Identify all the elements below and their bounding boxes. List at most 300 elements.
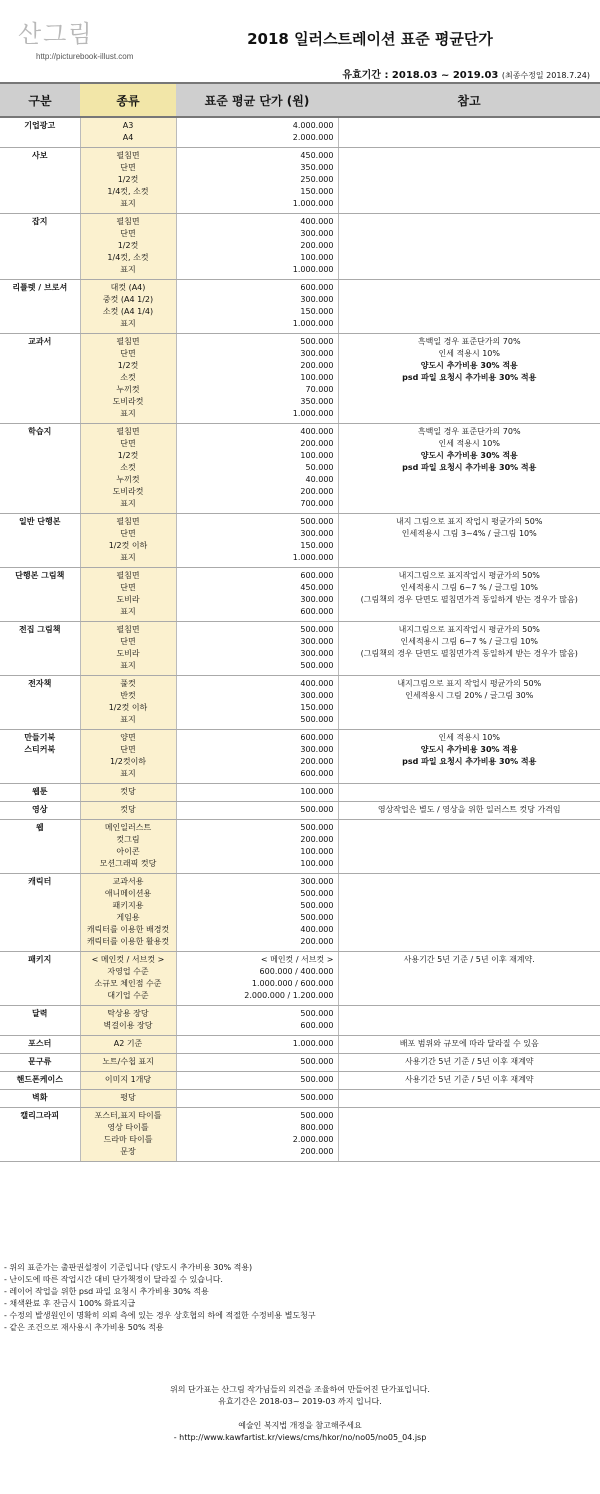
type-cell-line: 표지 [120,715,136,724]
category-cell: 핸드폰케이스 [0,1072,80,1090]
type-cell [80,874,176,952]
price-cell [176,1108,338,1162]
price-cell-line: 450.000 [300,583,334,592]
price-cell-line: 200.000 [300,361,334,370]
category-cell: 벽화 [0,1090,80,1108]
note-cell [338,676,600,730]
type-cell-line: 영상 타이틀 [107,1123,149,1132]
type-cell-line: 표지 [120,607,136,616]
type-cell-line: 벽걸이용 장당 [103,1021,153,1030]
table-header-row [0,83,600,117]
type-cell-line: 풀컷 [120,679,136,688]
type-cell-line: 반컷 [120,691,136,700]
price-cell-line: 300.000 [300,745,334,754]
type-cell-line: 표지 [120,553,136,562]
validity-period [342,66,590,81]
type-cell [80,676,176,730]
closing-line: 예술인 복지법 개정을 참고해주세요 [238,1421,362,1430]
type-cell [80,730,176,784]
table-row [0,820,600,874]
price-cell-line: 1.000.000 [292,409,334,418]
price-cell-line: 400.000 [300,217,334,226]
price-cell-line: 100.000 [300,451,334,460]
price-cell-line: 500.000 [300,661,334,670]
note-cell-line: (그림책의 경우 단면도 펼침면가격 동일하게 받는 경우가 많음) [360,595,578,604]
table-row [0,148,600,214]
type-cell-line: 단면 [120,163,136,172]
price-cell-line: 300.000 [300,637,334,646]
type-cell-line: 표지 [120,499,136,508]
price-cell-line: 500.000 [300,1057,334,1066]
note-cell-line: 사용기간 5년 기준 / 5년 이후 재계약 [404,1057,534,1066]
type-cell-line: 평당 [120,1093,136,1102]
note-cell-line: 내지그림으로 표지작업시 평균가의 50% [398,625,540,634]
type-cell-line: 도비라 [116,595,140,604]
type-cell-line: 소컷 [120,463,136,472]
category-cell: 사보 [0,148,80,214]
price-cell-line: 300.000 [300,295,334,304]
price-cell-line: 150.000 [300,307,334,316]
category-cell: 문구류 [0,1054,80,1072]
price-cell-line: 200.000 [300,439,334,448]
type-cell [80,214,176,280]
type-cell-line: 대기업 수준 [107,991,149,1000]
type-cell-line: 펼침면 [116,625,140,634]
type-cell-line: 대컷 (A4) [110,283,146,292]
type-cell-line: 단면 [120,583,136,592]
note-cell [338,514,600,568]
price-cell-line: 200.000 [300,757,334,766]
note-cell-line: 흑백일 경우 표준단가의 70% [417,337,521,346]
table-row [0,1006,600,1036]
type-cell-line: 단면 [120,745,136,754]
price-cell-line: 1.000.000 [292,553,334,562]
note-cell [338,622,600,676]
price-cell-line: 600.000 [300,733,334,742]
price-cell-line: 700.000 [300,499,334,508]
type-cell [80,1108,176,1162]
note-cell-line: psd 파일 요청시 추가비용 30% 적용 [402,373,537,382]
category-cell: 단행본 그림책 [0,568,80,622]
category-cell: 캐릭터 [0,874,80,952]
price-table [0,82,600,1162]
type-cell [80,820,176,874]
price-cell-line: 100.000 [300,847,334,856]
note-cell-line: 영상작업은 별도 / 영상을 위한 일러스트 컷당 가격임 [377,805,561,814]
price-cell [176,784,338,802]
type-cell-line: 캐릭터를 이용한 활용컷 [86,937,170,946]
price-cell-line: 200.000 [300,835,334,844]
price-cell [176,1072,338,1090]
type-cell-line: 메인일러스트 [104,823,152,832]
table-row [0,1108,600,1162]
type-cell-line: 펼침면 [116,427,140,436]
type-cell-line: 펼침면 [116,337,140,346]
type-cell-line: 소컷 (A4 1/4) [102,307,154,316]
note-cell [338,730,600,784]
note-cell [338,214,600,280]
price-cell-line: 100.000 [300,253,334,262]
footnote-item: - 채색완료 후 잔금시 100% 화료지급 [4,1299,136,1308]
type-cell-line: 노트/수첩 표지 [102,1057,154,1066]
col-header-type: 종류 [80,83,176,117]
price-cell [176,874,338,952]
type-cell-line: 자영업 수준 [107,967,149,976]
price-cell-line: 4.000.000 [292,121,334,130]
category-cell: 패키지 [0,952,80,1006]
price-cell-line: 200.000 [300,487,334,496]
type-cell-line: 도비라컷 [112,397,144,406]
table-body [0,117,600,1162]
type-cell-line: 펼침면 [116,151,140,160]
price-cell [176,676,338,730]
price-cell [176,820,338,874]
type-cell-line: 교과서용 [112,877,144,886]
note-cell [338,874,600,952]
price-cell-line: 2.000.000 [292,1135,334,1144]
col-header-price: 표준 평균 단가 (원) [176,83,338,117]
category-cell: 웹 [0,820,80,874]
type-cell-line: 아이콘 [116,847,140,856]
type-cell-line: 단면 [120,637,136,646]
note-cell [338,1090,600,1108]
price-cell-line: 1.000.000 [292,199,334,208]
price-cell [176,117,338,148]
note-cell-line: 인세적용시 그림 6~7 % / 글그림 10% [400,583,538,592]
note-cell-line: 인세 적용시 10% [438,439,500,448]
table-row [0,424,600,514]
type-cell-line: 이미지 1개당 [104,1075,152,1084]
closing-notes [0,1384,600,1444]
type-cell-line: 양면 [120,733,136,742]
price-cell-line: 400.000 [300,679,334,688]
type-cell-line: 표지 [120,199,136,208]
price-cell-line: 500.000 [300,913,334,922]
price-cell [176,568,338,622]
footnote-item: - 레이어 작업을 위한 psd 파일 요청시 추가비용 30% 적용 [4,1287,209,1296]
price-cell-line: 350.000 [300,397,334,406]
type-cell [80,1090,176,1108]
type-cell [80,802,176,820]
category-cell: 만들기북 스티커북 [0,730,80,784]
table-row [0,802,600,820]
type-cell-line: 모션그래픽 컷당 [99,859,157,868]
price-cell-line: 600.000 [300,607,334,616]
type-cell-line: 표지 [120,769,136,778]
price-cell-line: 500.000 [300,1111,334,1120]
footnote-item: - 난이도에 따른 작업시간 대비 단가책정이 달라질 수 있습니다. [4,1275,223,1284]
price-cell [176,514,338,568]
price-cell-line: 1.000.000 / 600.000 [251,979,334,988]
note-cell-line: 배포 범위와 규모에 따라 달라질 수 있음 [399,1039,539,1048]
type-cell-line: 1/2컷 [117,241,139,250]
type-cell-line: 1/4컷, 소컷 [107,187,149,196]
note-cell-line: 사용기간 5년 기준 / 5년 이후 재계약. [403,955,535,964]
price-cell-line: 300.000 [300,349,334,358]
note-cell [338,784,600,802]
type-cell-line: 단면 [120,439,136,448]
table-row [0,676,600,730]
price-cell-line: 1.000.000 [292,265,334,274]
col-header-category: 구분 [0,83,80,117]
type-cell-line: 소컷 [120,373,136,382]
type-cell-line: 1/2컷이하 [109,757,147,766]
type-cell [80,117,176,148]
price-cell-line: 500.000 [300,625,334,634]
table-row [0,514,600,568]
price-cell-line: 200.000 [300,937,334,946]
price-cell [176,214,338,280]
price-cell-line: 2.000.000 [292,133,334,142]
reference-link[interactable]: - http://www.kawfartist.kr/views/cms/hkor/no/no05/no05_04.jsp [173,1433,427,1442]
price-cell-line: 40.000 [305,475,334,484]
price-cell-line: 400.000 [300,427,334,436]
price-cell-line: 600.000 [300,1021,334,1030]
type-cell-line: 소규모 체인점 수준 [94,979,162,988]
table-row [0,280,600,334]
price-cell-line: 600.000 [300,769,334,778]
table-row [0,117,600,148]
table-row [0,1072,600,1090]
type-cell-line: 캐릭터를 이용한 배경컷 [86,925,170,934]
price-cell-line: 500.000 [300,823,334,832]
note-cell-line: 사용기간 5년 기준 / 5년 이후 재계약 [404,1075,534,1084]
price-cell-line: 300.000 [300,691,334,700]
price-cell-line: 100.000 [300,373,334,382]
table-row [0,1036,600,1054]
price-cell-line: 200.000 [300,241,334,250]
price-cell-line: 500.000 [300,337,334,346]
type-cell-line: 1/4컷, 소컷 [107,253,149,262]
note-cell [338,820,600,874]
table-row [0,784,600,802]
category-cell: 잡지 [0,214,80,280]
category-cell: 리플렛 / 브로셔 [0,280,80,334]
price-cell [176,280,338,334]
price-cell-line: 1.000.000 [292,1039,334,1048]
note-cell-line: 내지그림으로 표지작업시 평균가의 50% [398,571,540,580]
category-cell: 전자책 [0,676,80,730]
price-cell-line: 100.000 [300,859,334,868]
price-cell [176,148,338,214]
type-cell-line: 1/2컷 [117,175,139,184]
note-cell [338,1036,600,1054]
type-cell-line: 누끼컷 [116,385,140,394]
price-cell-line: 600.000 [300,283,334,292]
type-cell-line: 단면 [120,229,136,238]
note-cell-line: (그림책의 경우 단면도 펼침면가격 동일하게 받는 경우가 많음) [360,649,578,658]
type-cell [80,148,176,214]
category-cell: 학습지 [0,424,80,514]
type-cell [80,334,176,424]
type-cell-line: A2 기준 [113,1039,143,1048]
price-cell [176,1006,338,1036]
type-cell [80,1036,176,1054]
type-cell-line: 도비라 [116,649,140,658]
table-row [0,952,600,1006]
footnotes [4,1262,316,1334]
price-cell-line: 300.000 [300,649,334,658]
price-cell-line: 600.000 [300,571,334,580]
type-cell [80,1072,176,1090]
type-cell-line: 문장 [120,1147,136,1156]
note-cell-line: 인세적용시 그림 3~4% / 글그림 10% [401,529,537,538]
type-cell [80,568,176,622]
category-cell: 달력 [0,1006,80,1036]
type-cell-line: 단면 [120,349,136,358]
price-cell-line: 150.000 [300,703,334,712]
note-cell-line: 인세적용시 그림 6~7 % / 글그림 10% [400,637,538,646]
price-cell-line: 70.000 [305,385,334,394]
last-modified: (최종수정일 2018.7.24) [501,71,590,80]
price-cell [176,952,338,1006]
type-cell-line: 애니메이션용 [104,889,152,898]
closing-line: 위의 단가표는 산그림 작가님들의 의견을 조율하여 만들어진 단가표입니다. [170,1385,430,1394]
price-cell-line: 250.000 [300,175,334,184]
table-row [0,568,600,622]
type-cell-line: 표지 [120,661,136,670]
logo: 산그림 [18,20,94,48]
price-cell-line: 150.000 [300,187,334,196]
note-cell [338,148,600,214]
price-cell-line: 500.000 [300,1075,334,1084]
table-row [0,874,600,952]
price-cell-line: 500.000 [300,715,334,724]
price-cell-line: 100.000 [300,787,334,796]
type-cell-line: 컷당 [120,805,136,814]
footnote-item: - 위의 표준가는 출판권설정이 기준입니다 (양도시 추가비용 30% 적용) [4,1263,253,1272]
note-cell-line: 양도시 추가비용 30% 적용 [420,451,518,460]
price-cell-line: 50.000 [305,463,334,472]
note-cell-line: 인세적용시 그림 20% / 글그림 30% [405,691,534,700]
note-cell [338,1108,600,1162]
footnote-item: - 수정의 발생원인이 명확히 의뢰 측에 있는 경우 상호협의 하에 적절한 수정비용 별도청구 [4,1311,316,1320]
note-cell-line: 양도시 추가비용 30% 적용 [420,745,518,754]
price-cell-line: 350.000 [300,163,334,172]
type-cell-line: 드라마 타이틀 [103,1135,153,1144]
price-cell-line: 300.000 [300,229,334,238]
price-cell-line: 500.000 [300,805,334,814]
note-cell [338,280,600,334]
price-cell-line: 300.000 [300,877,334,886]
price-cell-line: 500.000 [300,517,334,526]
price-cell-line: 800.000 [300,1123,334,1132]
category-cell: 전집 그림책 [0,622,80,676]
type-cell-line: 1/2컷 이하 [108,703,148,712]
category-cell: 기업광고 [0,117,80,148]
type-cell-line: 중컷 (A4 1/2) [102,295,154,304]
type-cell-line: 누끼컷 [116,475,140,484]
price-cell-line: 200.000 [300,1147,334,1156]
category-cell: 캘리그라피 [0,1108,80,1162]
price-cell [176,802,338,820]
price-cell [176,622,338,676]
note-cell-line: 내지그림으로 표지 작업시 평균가의 50% [397,679,542,688]
price-cell-line: 400.000 [300,925,334,934]
price-cell [176,424,338,514]
price-cell-line: 500.000 [300,1093,334,1102]
table-row [0,622,600,676]
type-cell-line: A3 [122,121,134,130]
price-cell-line: 300.000 [300,595,334,604]
type-cell-line: 표지 [120,319,136,328]
type-cell [80,514,176,568]
note-cell [338,117,600,148]
note-cell [338,802,600,820]
price-cell-line: 450.000 [300,151,334,160]
price-cell-line: 500.000 [300,901,334,910]
note-cell [338,952,600,1006]
note-cell [338,424,600,514]
price-cell-line: 300.000 [300,529,334,538]
type-cell [80,784,176,802]
type-cell-line: 표지 [120,265,136,274]
type-cell-line: 펼침면 [116,217,140,226]
note-cell [338,1072,600,1090]
price-cell [176,1090,338,1108]
note-cell-line: psd 파일 요청시 추가비용 30% 적용 [402,757,537,766]
note-cell [338,334,600,424]
note-cell-line: 내지 그림으로 표지 작업시 평균가의 50% [396,517,543,526]
note-cell-line: 인세 적용시 10% [438,349,500,358]
price-cell-line: 600.000 / 400.000 [259,967,334,976]
type-cell-line: 1/2컷 이하 [108,541,148,550]
type-cell-line: 패키지용 [112,901,144,910]
type-cell-line: A4 [122,133,134,142]
footnote-item: - 같은 조건으로 재사용시 추가비용 50% 적용 [4,1323,164,1332]
type-cell-line: 컷당 [120,787,136,796]
table-row [0,1090,600,1108]
category-cell: 영상 [0,802,80,820]
page-header [0,0,600,82]
price-cell-line: 500.000 [300,1009,334,1018]
price-cell [176,1054,338,1072]
table-row [0,334,600,424]
type-cell [80,1006,176,1036]
page-title: 2018 일러스트레이션 표준 평균단가 [247,30,493,48]
price-cell [176,334,338,424]
table-row [0,214,600,280]
type-cell-line: 1/2컷 [117,451,139,460]
price-cell [176,1036,338,1054]
price-cell-line: 2.000.000 / 1.200.000 [244,991,334,1000]
type-cell-line: 단면 [120,529,136,538]
price-cell-line: 500.000 [300,889,334,898]
type-cell-line: 표지 [120,409,136,418]
price-cell [176,730,338,784]
note-cell [338,1054,600,1072]
note-cell-line: 양도시 추가비용 30% 적용 [420,361,518,370]
note-cell-line: 흑백일 경우 표준단가의 70% [417,427,521,436]
note-cell-line: psd 파일 요청시 추가비용 30% 적용 [402,463,537,472]
price-cell-line: 1.000.000 [292,319,334,328]
type-cell-line: < 메인컷 / 서브컷 > [91,955,165,964]
type-cell-line: 1/2컷 [117,361,139,370]
type-cell [80,424,176,514]
category-cell: 교과서 [0,334,80,424]
type-cell-line: 포스터,표지 타이틀 [94,1111,162,1120]
table-row [0,730,600,784]
type-cell-line: 도비라컷 [112,487,144,496]
logo-url[interactable]: http://picturebook-illust.com [36,52,134,61]
type-cell-line: 탁상용 장당 [107,1009,149,1018]
type-cell-line: 게임용 [116,913,140,922]
type-cell [80,280,176,334]
col-header-note: 참고 [338,83,600,117]
category-cell: 포스터 [0,1036,80,1054]
note-cell [338,568,600,622]
type-cell [80,952,176,1006]
